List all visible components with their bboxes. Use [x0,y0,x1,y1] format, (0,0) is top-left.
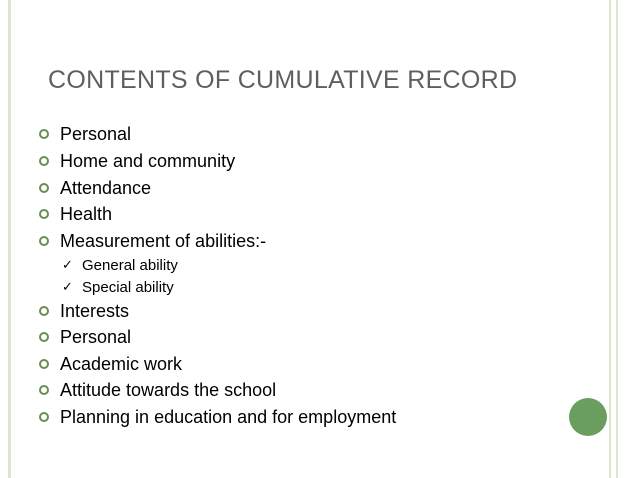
sub-bullet-item [62,277,174,297]
bullet-item [36,123,131,145]
bullet-item [36,353,182,375]
ring-bullet-icon [39,156,49,166]
slide-title: CONTENTS OF CUMULATIVE RECORD [48,66,518,94]
decorative-circle [569,398,607,436]
bullet-item [36,150,235,172]
ring-bullet-icon [39,412,49,422]
ring-bullet-icon [39,306,49,316]
ring-bullet-icon [39,385,49,395]
sub-bullet-text: General ability [82,256,178,274]
bullet-item [36,300,129,322]
ring-bullet-icon [39,183,49,193]
checkmark-icon: ✓ [62,257,73,272]
bullet-text: Personal [60,123,132,144]
ring-bullet-icon [39,129,49,139]
bullet-text: Academic work [60,353,183,374]
right-frame-line-1 [609,0,611,478]
bullet-text: Attitude towards the school [60,379,277,400]
bullet-item [36,406,396,428]
bullet-text: Attendance [60,177,152,198]
sub-bullet-item [62,255,178,275]
bullet-item [36,230,266,252]
ring-bullet-icon [39,359,49,369]
ring-bullet-icon [39,332,49,342]
bullet-item [36,177,151,199]
bullet-item [36,203,112,225]
ring-bullet-icon [39,209,49,219]
ring-bullet-icon [39,236,49,246]
checkmark-icon: ✓ [62,279,73,294]
bullet-item [36,326,131,348]
right-frame-line-2 [616,0,618,478]
bullet-text: Interests [60,300,130,321]
bullet-text: Health [60,203,113,224]
bullet-item [36,379,276,401]
left-frame-line [8,0,11,478]
bullet-text: Measurement of abilities:- [60,230,267,251]
bullet-text: Personal [60,326,132,347]
bullet-text: Home and community [60,150,236,171]
bullet-text: Planning in education and for employment [60,406,397,427]
sub-bullet-text: Special ability [82,278,174,296]
